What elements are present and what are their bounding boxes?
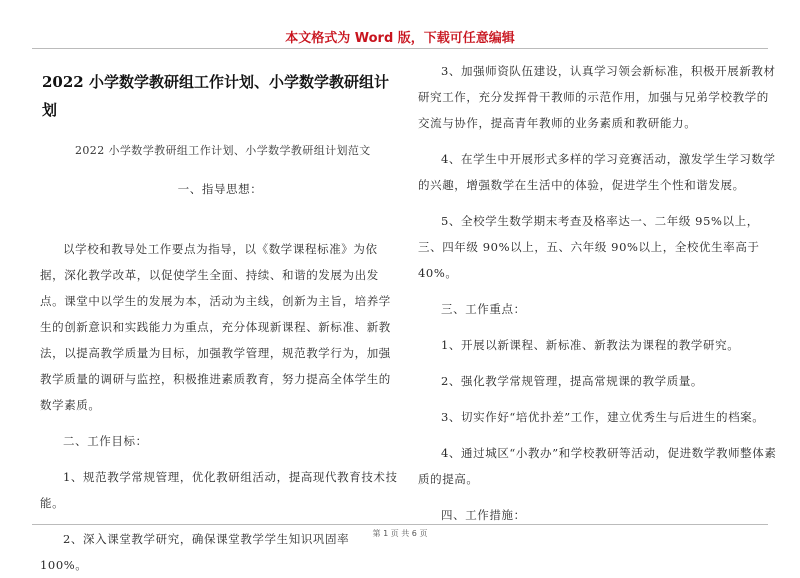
focus-item-4: 4、通过城区“小教办”和学校教研等活动，促进数学教师整体素质的提高。 bbox=[418, 446, 777, 486]
goal-item-3: 3、加强师资队伍建设，认真学习领会新标准，积极开展新教材研究工作，充分发挥骨干教师的示范作用，加强与兄弟学校教学的交流与协作，提高青年教师的业务素质和教研能力。 bbox=[418, 64, 776, 130]
document-title: 2022 小学数学教研组工作计划、小学数学教研组计划 bbox=[42, 73, 389, 119]
section-heading-measures: 四、工作措施： bbox=[441, 508, 526, 522]
top-rule bbox=[32, 48, 768, 49]
editable-banner: 本文格式为 Word 版，下载可任意编辑 bbox=[285, 31, 515, 46]
section-heading-guiding-thought: 一、指导思想： bbox=[177, 182, 263, 196]
focus-item-3: 3、切实作好“培优扑差”工作，建立优秀生与后进生的档案。 bbox=[441, 410, 765, 424]
focus-item-1: 1、开展以新课程、新标准、新教法为课程的教学研究。 bbox=[441, 338, 740, 352]
section-heading-focus: 三、工作重点： bbox=[441, 302, 526, 316]
section-heading-goals: 二、工作目标： bbox=[63, 434, 148, 448]
document-subtitle: 2022 小学数学教研组工作计划、小学数学教研组计划范文 bbox=[75, 144, 371, 157]
goal-item-5: 5、全校学生数学期末考查及格率达一、二年级 95%以上，三、四年级 90%以上，五、六年级 90%以上，全校优生率高于 40%。 bbox=[418, 214, 760, 280]
bottom-rule bbox=[32, 524, 768, 525]
focus-item-2: 2、强化教学常规管理，提高常规课的教学质量。 bbox=[441, 374, 704, 388]
goal-item-1: 1、规范教学常规管理，优化教研组活动，提高现代教育技术技能。 bbox=[40, 470, 398, 510]
goal-item-2: 2、深入课堂教学研究，确保课堂教学学生知识巩固率 100%。 bbox=[40, 532, 350, 572]
page-number: 第 1 页 共 6 页 bbox=[372, 529, 428, 538]
goal-item-4: 4、在学生中开展形式多样的学习竞赛活动，激发学生学习数学的兴趣，增强数学在生活中的体验，促进学生个性和谐发展。 bbox=[418, 152, 776, 192]
right-column bbox=[418, 58, 778, 528]
left-column bbox=[40, 62, 400, 578]
paragraph-guiding-thought: 以学校和教导处工作要点为指导，以《数学课程标准》为依据，深化教学改革，以促使学生全面、持续、和谐的发展为出发点。课堂中以学生的发展为本，活动为主线，创新为主旨，培养学生的创新意识和实践能力为重点，充分体现新课程、新标准、新教法，以提高教学质量为目标，加强教学管理，规范教学行为，加强教学质量的调研与监控，积极推进素质教育，努力提高全体学生的数学素质。 bbox=[40, 242, 391, 412]
